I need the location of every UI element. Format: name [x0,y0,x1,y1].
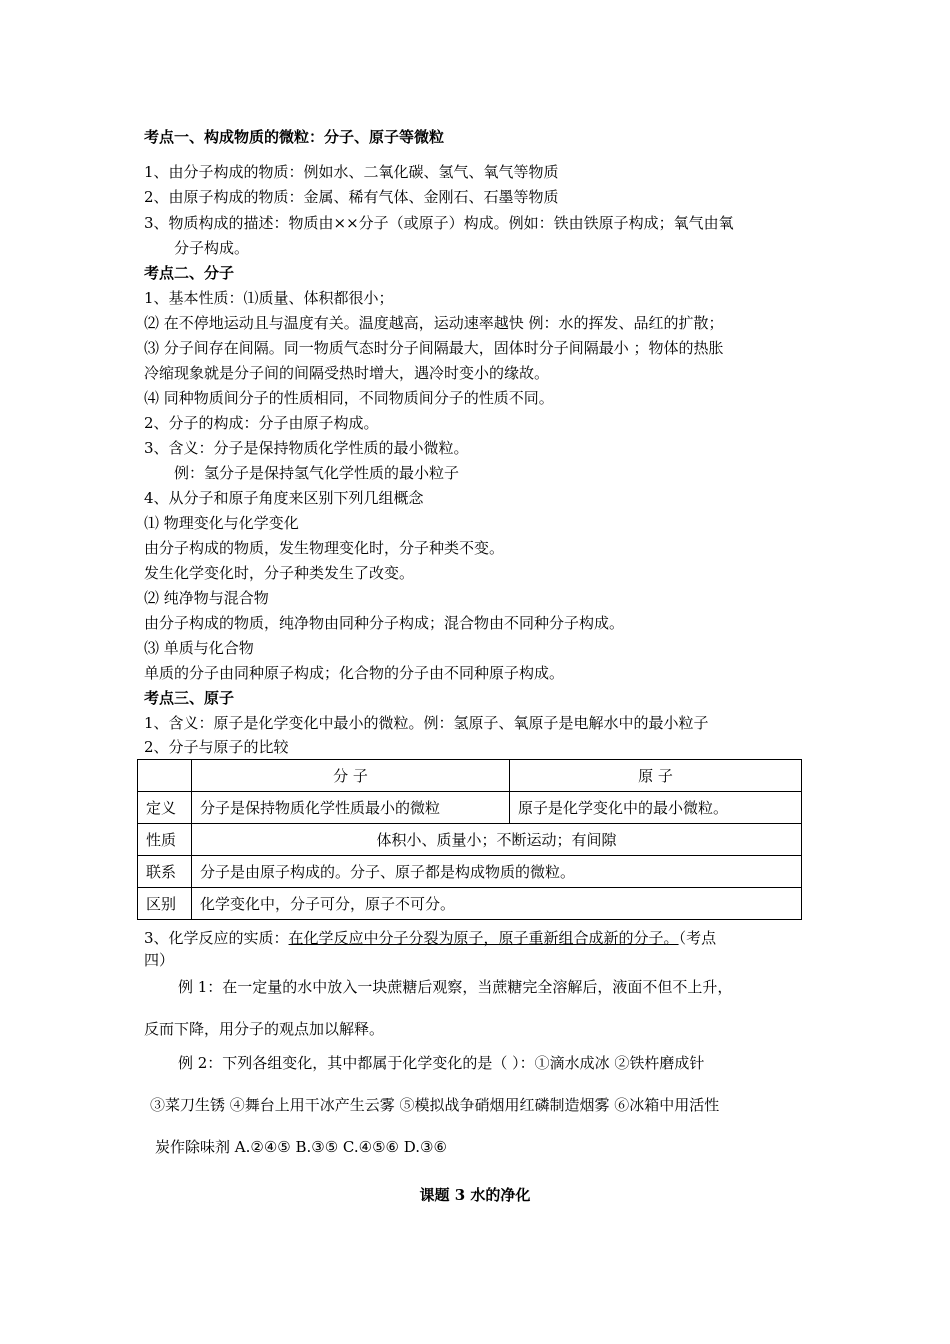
table-row [138,792,802,824]
text-line: 1、基本性质：⑴质量、体积都很小； [144,289,394,307]
table-row [138,824,802,856]
example-2-line: ③菜刀生锈 ④舞台上用干冰产生云雾 ⑤模拟战争硝烟用红磷制造烟雾 ⑥冰箱中用活性 [150,1096,720,1114]
section3-heading: 考点三、原子 [144,689,235,707]
text-suffix: （考点 [678,929,717,947]
text-line: 由分子构成的物质，纯净物由同种分子构成；混合物由不同种分子构成。 [144,614,625,632]
text-line: 由分子构成的物质，发生物理变化时，分子种类不变。 [144,539,505,557]
text-line: 4、从分子和原子角度来区别下列几组概念 [144,489,424,507]
text-line: ⑶ 单质与化合物 [144,639,254,657]
section2-heading: 考点二、分子 [144,264,235,282]
text-line: 发生化学变化时，分子种类发生了改变。 [144,564,415,582]
text-line: ⑵ 纯净物与混合物 [144,589,269,607]
example-2-line: 炭作除味剂 A.②④⑤ B.③⑤ C.④⑤⑥ D.③⑥ [155,1138,447,1156]
table-cell [138,760,192,792]
example-2-line: 例 2：下列各组变化，其中都属于化学变化的是（ ）：①滴水成冰 ②铁杵磨成针 [178,1054,705,1072]
table-header-molecule: 分 子 [192,760,510,792]
row-label: 定义 [138,792,192,824]
text-line: 2、分子与原子的比较 [144,738,289,756]
table-cell: 体积小、质量小；不断运动；有间隙 [192,824,802,856]
text-line: 四） [144,951,175,969]
row-label: 联系 [138,856,192,888]
table-cell: 分子是保持物质化学性质最小的微粒 [192,792,510,824]
example-1-line: 例 1：在一定量的水中放入一块蔗糖后观察，当蔗糖完全溶解后，液面不但不上升， [178,978,733,996]
text-line: 单质的分子由同种原子构成；化合物的分子由不同种原子构成。 [144,664,565,682]
row-label: 区别 [138,888,192,920]
text-line: 冷缩现象就是分子间的间隔受热时增大，遇冷时变小的缘故。 [144,364,550,382]
table-row [138,856,802,888]
underlined-text: 在化学反应中分子分裂为原子，原子重新组合成新的分子。 [288,929,679,947]
text-prefix: 3、化学反应的实质： [144,929,289,947]
table-cell: 化学变化中，分子可分，原子不可分。 [192,888,802,920]
table-cell: 原子是化学变化中的最小微粒。 [510,792,802,824]
reaction-essence-line [144,928,716,948]
text-line: 3、含义：分子是保持物质化学性质的最小微粒。 [144,439,469,457]
list-item: 3、物质构成的描述：物质由××分子（或原子）构成。例如：铁由铁原子构成；氧气由氧 [144,214,734,232]
text-line: 1、含义：原子是化学变化中最小的微粒。例：氢原子、氧原子是电解水中的最小粒子 [144,714,709,732]
text-line: ⑵ 在不停地运动且与温度有关。温度越高，运动速率越快 例：水的挥发、品红的扩散； [144,314,724,332]
lesson-title: 课题 3 水的净化 [419,1186,531,1204]
row-label: 性质 [138,824,192,856]
list-item: 1、由分子构成的物质：例如水、二氧化碳、氢气、氧气等物质 [144,163,559,181]
comparison-table [137,759,802,920]
list-item: 2、由原子构成的物质：金属、稀有气体、金刚石、石墨等物质 [144,188,559,206]
text-line: 例：氢分子是保持氢气化学性质的最小粒子 [174,464,460,482]
table-cell: 分子是由原子构成的。分子、原子都是构成物质的微粒。 [192,856,802,888]
example-1-line: 反而下降，用分子的观点加以解释。 [144,1020,385,1038]
list-item: 分子构成。 [174,239,250,257]
table-row [138,760,802,792]
text-line: ⑷ 同种物质间分子的性质相同，不同物质间分子的性质不同。 [144,389,554,407]
table-row [138,888,802,920]
text-line: ⑶ 分子间存在间隔。同一物质气态时分子间隔最大，固体时分子间隔最小 ；物体的热胀 [144,339,724,357]
table-header-atom: 原 子 [510,760,802,792]
text-line: 2、分子的构成：分子由原子构成。 [144,414,379,432]
text-line: ⑴ 物理变化与化学变化 [144,514,299,532]
section1-heading: 考点一、构成物质的微粒：分子、原子等微粒 [144,128,445,146]
